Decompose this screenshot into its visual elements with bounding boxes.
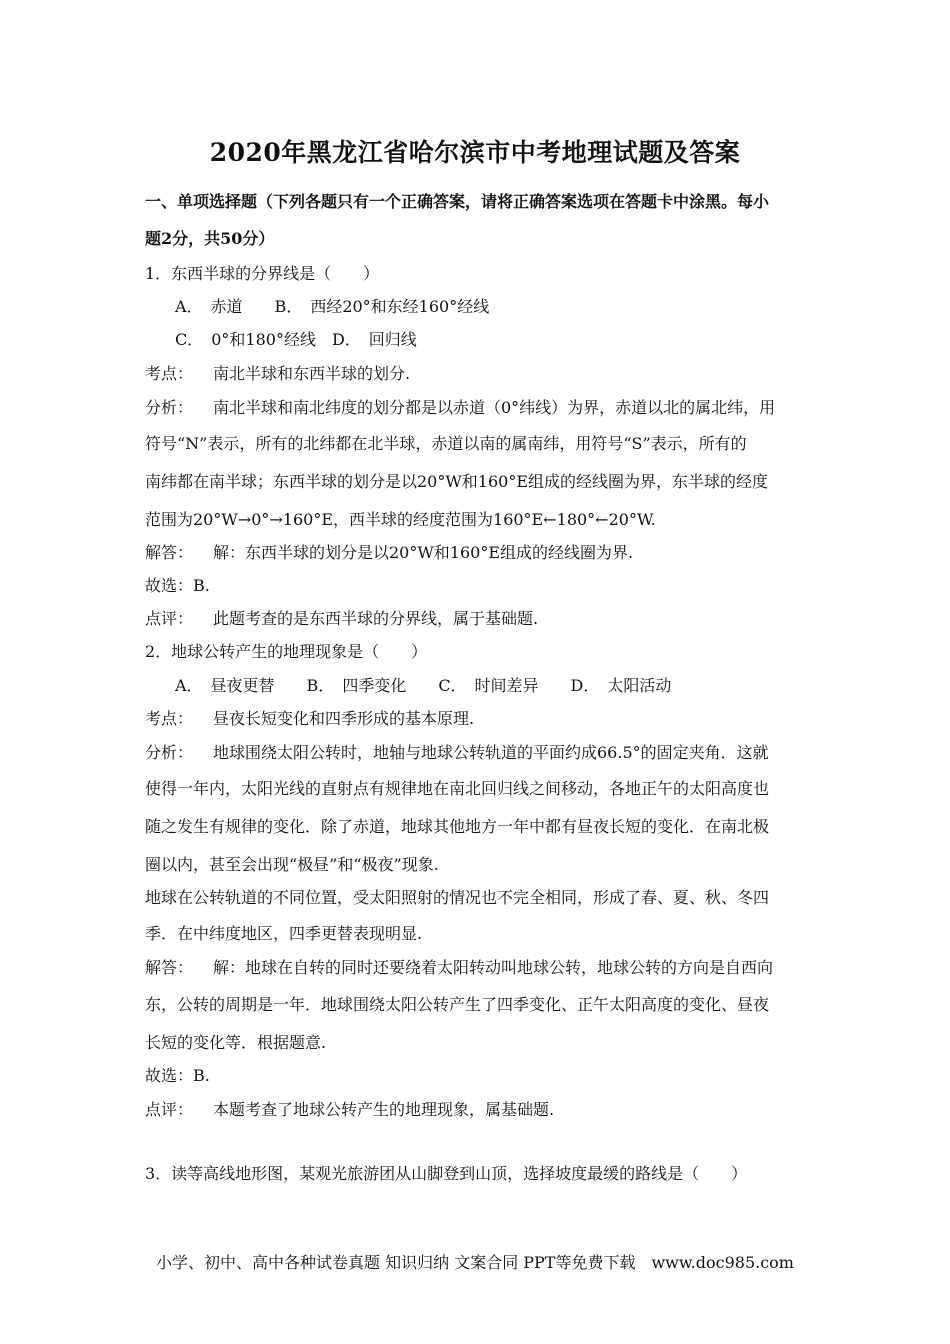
document-title: 2020年黑龙江省哈尔滨市中考地理试题及答案	[209, 138, 741, 167]
q1-stem: 1．东西半球的分界线是（ ）	[145, 264, 380, 283]
q1-dianping	[145, 606, 538, 629]
fenxi-label: 分析：	[145, 743, 194, 762]
page-footer: 小学、初中、高中各种试卷真题 知识归纳 文案合同 PPT等免费下载 www.doc985.com	[156, 1253, 794, 1272]
jieda-text: 解：东西半球的划分是以20°W和160°E组成的经线圈为界.	[213, 543, 634, 562]
q2-answer: 故选：B.	[145, 1066, 210, 1085]
jieda-text: 解：地球在自转的同时还要绕着太阳转动叫地球公转，地球公转的方向是自西向	[213, 958, 774, 977]
q1-fenxi-line: 范围为20°W→0°→160°E，西半球的经度范围为160°E←180°←20°W.	[145, 510, 656, 529]
q1-fenxi	[145, 395, 775, 418]
q2-jieda-line: 长短的变化等．根据题意.	[145, 1033, 327, 1052]
q2-fenxi-line: 圈以内，甚至会出现“极昼”和“极夜”现象.	[145, 855, 439, 874]
q2-fenxi-line: 随之发生有规律的变化．除了赤道，地球其他地方一年中都有昼夜长短的变化．在南北极	[145, 817, 770, 836]
kaodian-label: 考点：	[145, 364, 194, 383]
q2-jieda-line: 东，公转的周期是一年．地球围绕太阳公转产生了四季变化、正午太阳高度的变化、昼夜	[145, 995, 770, 1014]
dianping-label: 点评：	[145, 1100, 194, 1119]
q2-stem: 2．地球公转产生的地理现象是（ ）	[145, 642, 428, 661]
q1-options-ab: A． 赤道 B． 西经20°和东经160°经线	[175, 297, 490, 316]
kaodian-text: 昼夜长短变化和四季形成的基本原理.	[213, 709, 475, 728]
q2-paragraph: 季．在中纬度地区，四季更替表现明显.	[145, 924, 423, 943]
jieda-label: 解答：	[145, 543, 194, 562]
jieda-label: 解答：	[145, 958, 194, 977]
q2-fenxi	[145, 740, 769, 763]
q2-paragraph: 地球在公转轨道的不同位置，受太阳照射的情况也不完全相同，形成了春、夏、秋、冬四	[145, 888, 770, 907]
fenxi-label: 分析：	[145, 398, 194, 417]
fenxi-text: 地球围绕太阳公转时，地轴与地球公转轨道的平面约成66.5°的固定夹角．这就	[213, 743, 769, 762]
q1-answer: 故选：B.	[145, 576, 210, 595]
q3-stem: 3．读等高线地形图，某观光旅游团从山脚登到山顶，选择坡度最缓的路线是（ ）	[145, 1164, 748, 1183]
section-heading-cont: 题2分，共50分）	[145, 229, 275, 248]
section-heading: 一、单项选择题（下列各题只有一个正确答案，请将正确答案选项在答题卡中涂黑。每小	[145, 192, 770, 211]
q2-fenxi-line: 使得一年内，太阳光线的直射点有规律地在南北回归线之间移动，各地正午的太阳高度也	[145, 779, 770, 798]
q1-fenxi-line: 符号“N”表示，所有的北纬都在北半球，赤道以南的属南纬，用符号“S”表示，所有的	[145, 434, 747, 453]
q2-dianping	[145, 1097, 554, 1120]
q2-options: A． 昼夜更替 B． 四季变化 C． 时间差异 D． 太阳活动	[175, 676, 672, 695]
q1-kaodian	[145, 361, 410, 384]
dianping-text: 此题考查的是东西半球的分界线，属于基础题.	[213, 609, 539, 628]
kaodian-text: 南北半球和东西半球的划分.	[213, 364, 411, 383]
fenxi-text: 南北半球和南北纬度的划分都是以赤道（0°纬线）为界，赤道以北的属北纬，用	[213, 398, 776, 417]
q1-options-cd: C． 0°和180°经线 D． 回归线	[175, 330, 417, 349]
q2-kaodian	[145, 706, 474, 729]
dianping-text: 本题考查了地球公转产生的地理现象，属基础题.	[213, 1100, 555, 1119]
kaodian-label: 考点：	[145, 709, 194, 728]
dianping-label: 点评：	[145, 609, 194, 628]
q1-jieda	[145, 540, 633, 563]
q1-fenxi-line: 南纬都在南半球；东西半球的划分是以20°W和160°E组成的经线圈为界，东半球的经度	[145, 472, 769, 491]
q2-jieda	[145, 955, 773, 978]
